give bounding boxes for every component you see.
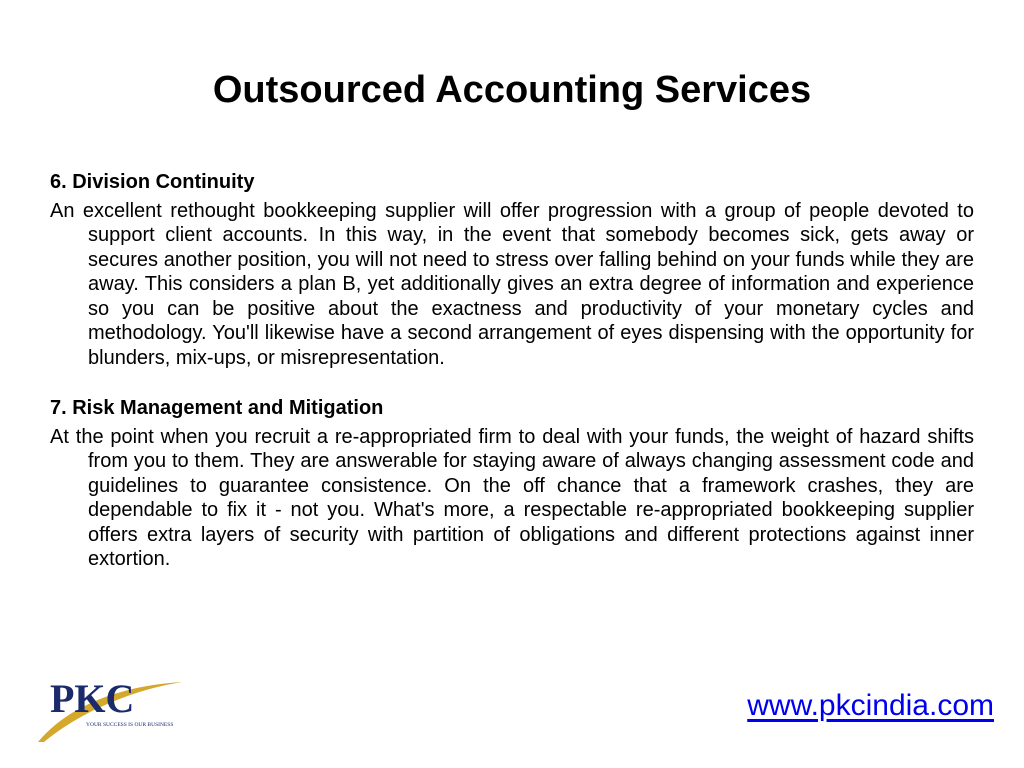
website-link[interactable]: www.pkcindia.com xyxy=(747,689,994,722)
section-division-continuity xyxy=(50,170,974,370)
section-body: An excellent rethought bookkeeping supplier will offer progression with a group of people devoted to support client accounts. In this way, in the event that somebody becomes sick, gets away or secures another position, you will not need to stress over falling behind on your funds while they are away. This considers a plan B, yet additionally gives an extra degree of information and experience so you can be positive about the exactness and productivity of your monetary cycles and methodology. You'll likewise have a second arrangement of eyes dispensing with the opportunity for blunders, mix-ups, or misrepresentation. xyxy=(50,199,974,369)
slide-content xyxy=(50,170,974,598)
logo-tagline: YOUR SUCCESS IS OUR BUSINESS xyxy=(86,722,174,728)
section-heading: 6. Division Continuity xyxy=(50,171,255,193)
pkc-logo xyxy=(36,668,186,748)
section-body: At the point when you recruit a re-appropriated firm to deal with your funds, the weight of hazard shifts from you to them. They are answerable for staying aware of always changing assessment code and guidelines to guarantee consistence. On the off chance that a framework crashes, they are dependable to fix it - not you. What's more, a respectable re-appropriated bookkeeping supplier offers extra layers of security with partition of obligations and different protections against inner extortion. xyxy=(50,425,974,570)
section-heading: 7. Risk Management and Mitigation xyxy=(50,397,384,419)
logo-wordmark: PKC xyxy=(50,676,135,721)
section-risk-management xyxy=(50,396,974,572)
slide-title: Outsourced Accounting Services xyxy=(212,69,812,111)
